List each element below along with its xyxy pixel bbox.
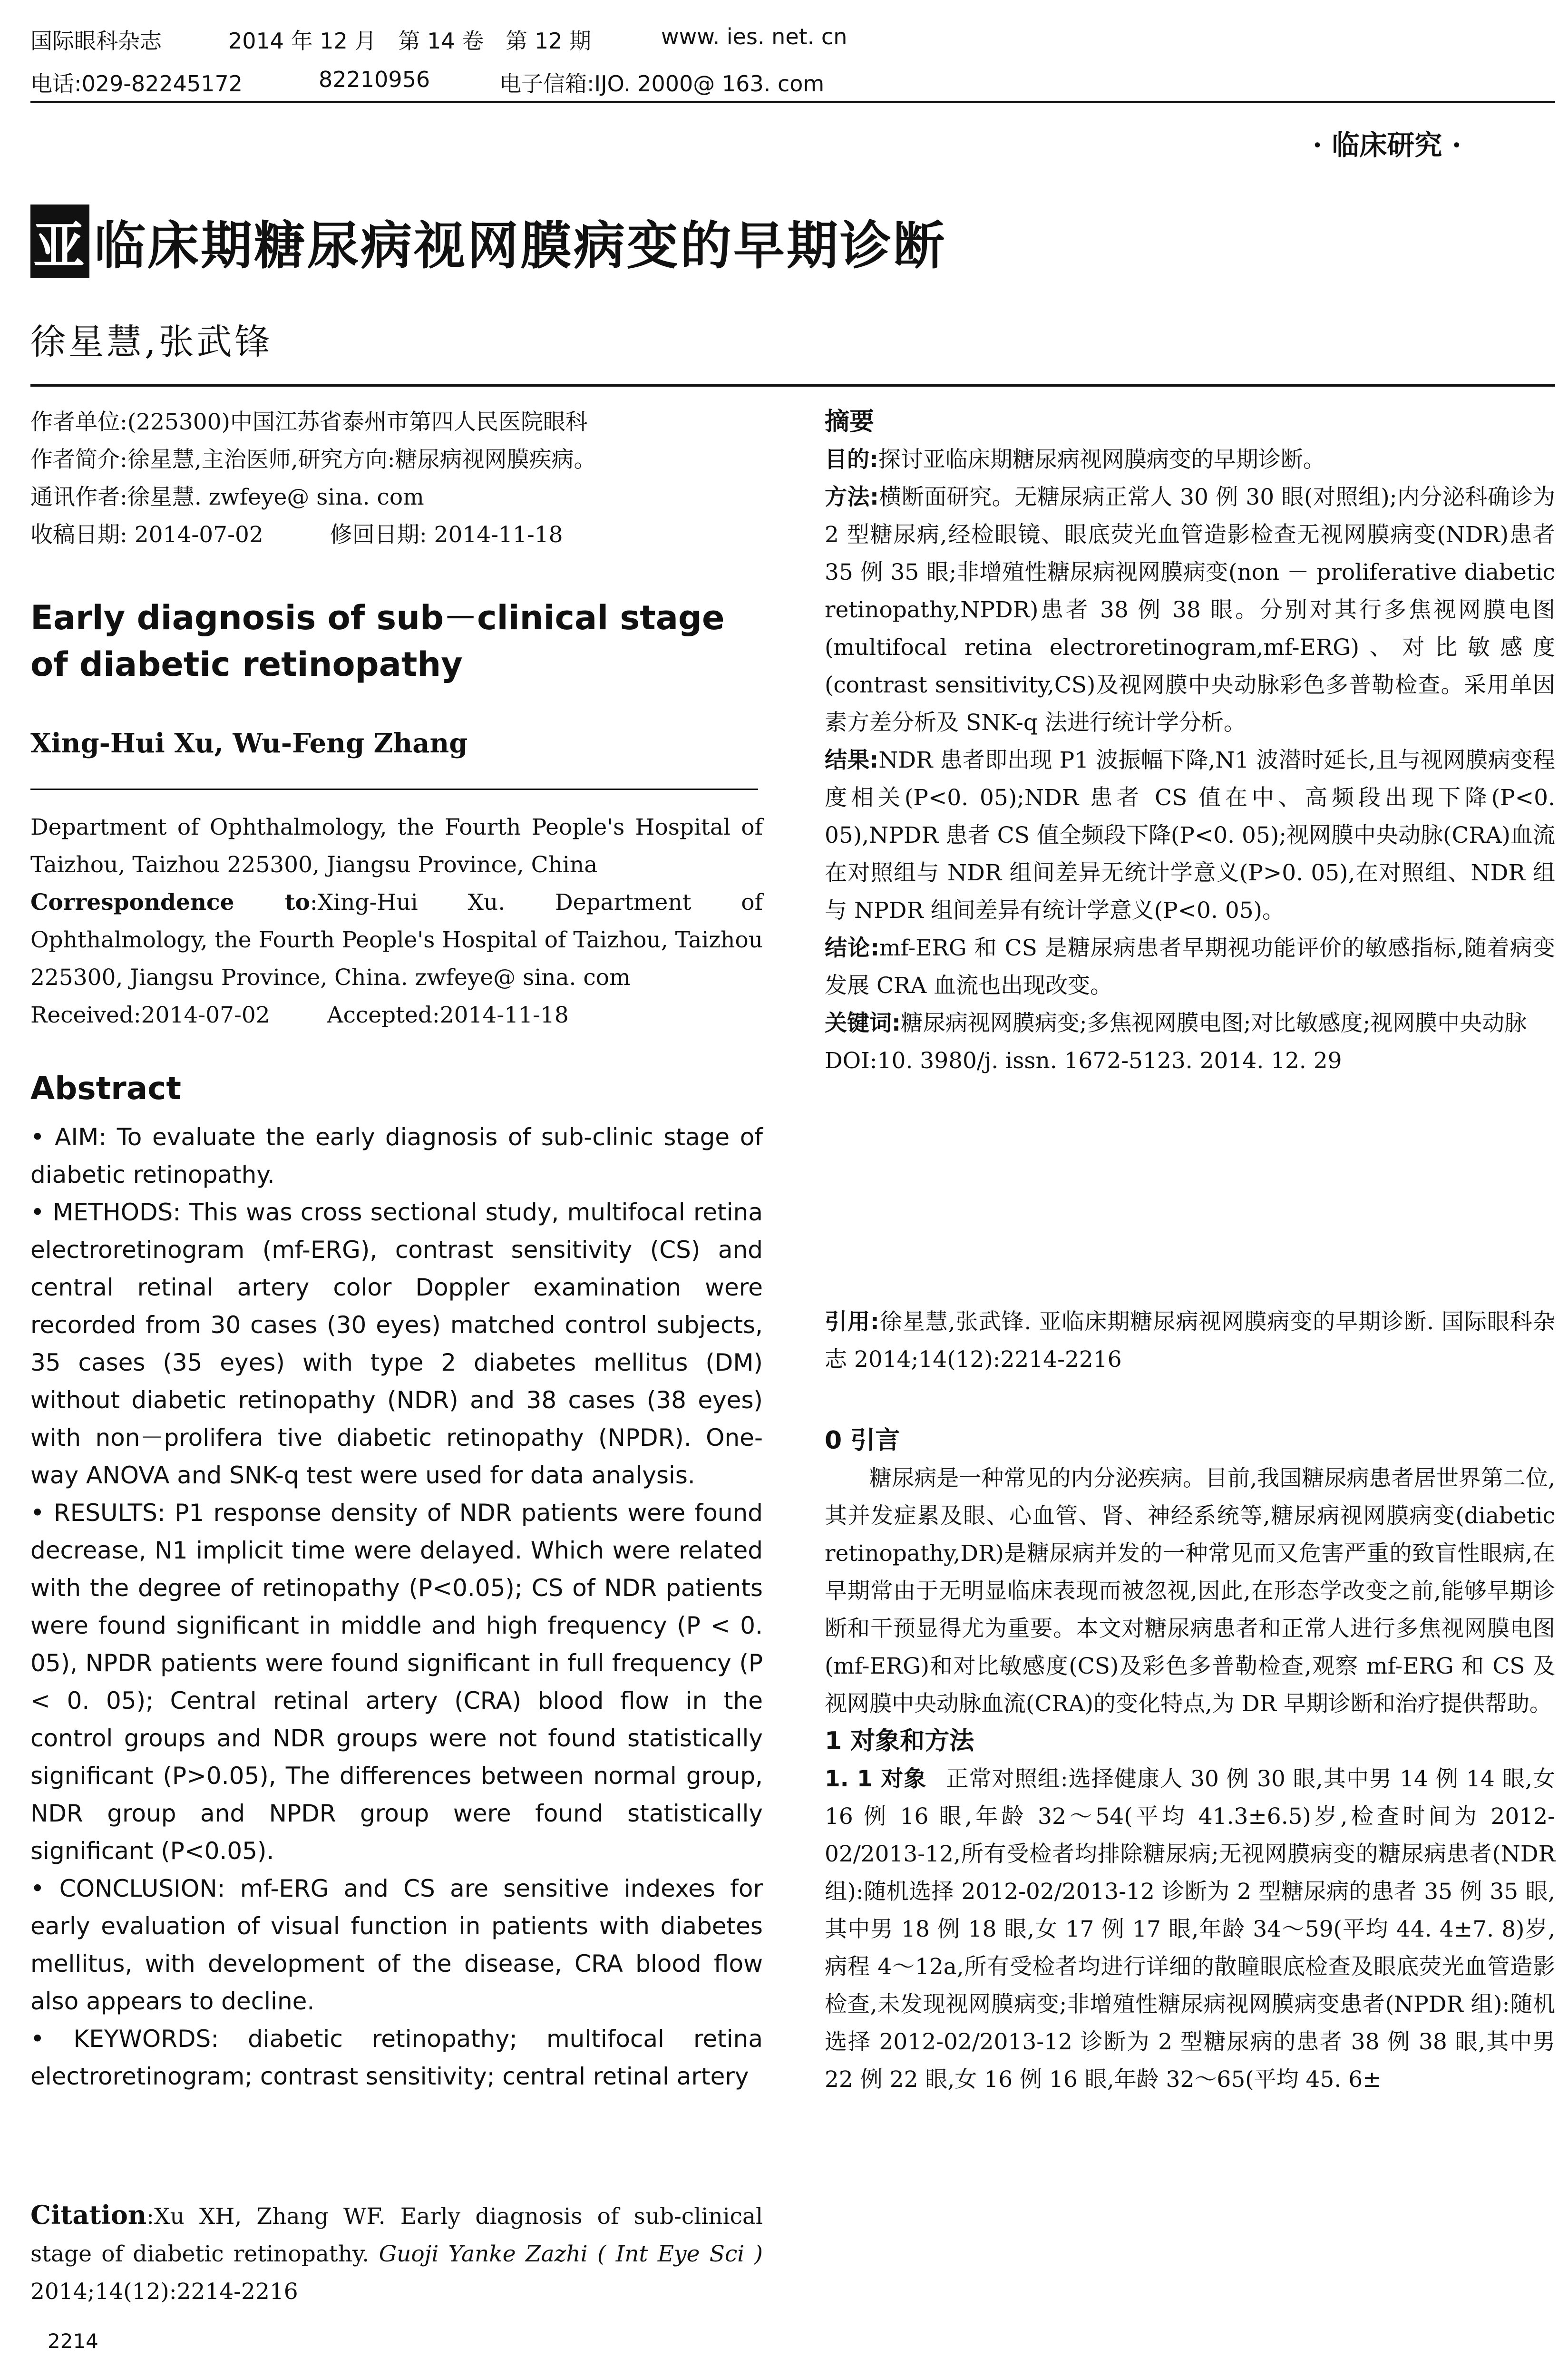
dates-cn	[30, 516, 763, 554]
abstract-cn-doi: DOI:10. 3980/j. issn. 1672-5123. 2014. 12. 29	[825, 1048, 1342, 1074]
citation-en-tail: 2014;14(12):2214-2216	[30, 2279, 298, 2305]
intro-paragraph: 糖尿病是一种常见的内分泌疾病。目前,我国糖尿病患者居世界第二位,其并发症累及眼、心血管、肾、神经系统等,糖尿病视网膜病变(diabetic retinopathy,DR)是糖尿病并发的一种常见而又危害严重的致盲性眼病,在早期常由于无明显临床表现而被忽视,因此,在形态学改变之前,能够早期诊断和干预显得尤为重要。本文对糖尿病患者和正常人进行多焦视网膜电图(mf-ERG)和对比敏感度(CS)及彩色多普勒检查,观察 mf-ERG 和 CS 及视网膜中央动脉血流(CRA)的变化特点,为 DR 早期诊断和治疗提供帮助。	[825, 1465, 1555, 1717]
section-1-1-label: 1. 1 对象	[825, 1766, 927, 1792]
abstract-cn-aim: 目的:探讨亚临床期糖尿病视网膜病变的早期诊断。	[825, 447, 1325, 473]
abstract-cn-keywords: 关键词:糖尿病视网膜病变;多焦视网膜电图;对比敏感度;视网膜中央动脉	[825, 1010, 1527, 1036]
title-mark: 亚	[30, 205, 89, 278]
corr-text: :Xing-Hui Xu. Department of Ophthalmology, the Fourth People's Hospital of Taizhou, Taizhou 225300, Jiangsu Province, China. zwfeye@ sina. com	[30, 889, 763, 991]
page-number: 2214	[48, 2329, 98, 2353]
header-phone: 电话:029-82245172	[30, 71, 243, 97]
affiliation-cn: 作者单位:(225300)中国江苏省泰州市第四人民医院眼科	[30, 409, 588, 435]
header-rule	[30, 101, 1555, 103]
received-cn: 收稿日期: 2014-07-02	[30, 522, 263, 548]
english-affiliation: Department of Ophthalmology, the Fourth People's Hospital of Taizhou, Taizhou 225300, Jiangsu Province, China	[30, 814, 763, 878]
abstract-cn-heading: 摘要	[825, 408, 875, 436]
intro-heading: 0 引言	[825, 1426, 900, 1455]
abstract-en-conclusion: • CONCLUSION: mf-ERG and CS are sensitive indexes for early evaluation of visual function in patients with diabetes mellitus, with development of the disease, CRA blood flow also appears to decline.	[30, 1875, 763, 2015]
citation-cn-label: 引用:	[825, 1309, 879, 1335]
abstract-en-methods: • METHODS: This was cross sectional study, multifocal retina electroretinogram (mf-ERG), contrast sensitivity (CS) and central retinal artery color Doppler examination were recorded from 30 cases (30 eyes) matched control subjects, 35 cases (35 eyes) with type 2 diabetes mellitus (DM) without diabetic retinopathy (NDR) and 38 cases (38 eyes) with non－prolifera tive diabetic retinopathy (NPDR). One-way ANOVA and SNK-q test were used for data analysis.	[30, 1198, 763, 1489]
author-bio-cn: 作者简介:徐星慧,主治医师,研究方向:糖尿病视网膜疾病。	[30, 447, 596, 473]
section-1-heading: 1 对象和方法	[825, 1727, 974, 1755]
header-email: 电子信箱:IJO. 2000@ 163. com	[499, 71, 825, 97]
corr-label: Correspondence to	[30, 889, 310, 916]
abstract-cn-methods: 方法:横断面研究。无糖尿病正常人 30 例 30 眼(对照组);内分泌科确诊为 2 型糖尿病,经检眼镜、眼底荧光血管造影检查无视网膜病变(NDR)患者 35 例 35 眼;非增殖性糖尿病视网膜病变(non － proliferative diabetic retinopathy,NPDR)患者 38 例 38 眼。分别对其行多焦视网膜电图(multifocal retina electroretinogram,mf-ERG)、对比敏感度(contrast sensitivity,CS)及视网膜中央动脉彩色多普勒检查。采用单因素方差分析及 SNK-q 法进行统计学分析。	[825, 484, 1555, 736]
abstract-en-keywords: • KEYWORDS: diabetic retinopathy; multifocal retina electroretinogram; contrast sensitivity; central retinal artery	[30, 2025, 763, 2090]
abstract-en-heading: Abstract	[30, 1070, 181, 1107]
english-title: Early diagnosis of sub－clinical stage of diabetic retinopathy	[30, 598, 725, 684]
revised-cn: 修回日期: 2014-11-18	[330, 522, 563, 548]
english-authors-rule	[30, 789, 758, 790]
header-phone-2: 82210956	[319, 67, 430, 92]
header-website: www. ies. net. cn	[661, 24, 847, 49]
info-cn	[30, 403, 763, 554]
english-correspondence	[30, 884, 763, 996]
title-rule	[30, 384, 1555, 387]
corresponding-cn: 通讯作者:徐星慧. zwfeye@ sina. com	[30, 484, 424, 510]
section-1-1-text: 正常对照组:选择健康人 30 例 30 眼,其中男 14 例 14 眼,女 16 例 16 眼,年龄 32～54(平均 41.3±6.5)岁,检查时间为 2012-02/2013-12,所有受检者均排除糖尿病;无视网膜病变的糖尿病患者(NDR 组):随机选择 2012-02/2013-12 诊断为 2 型糖尿病的患者 35 例 35 眼,其中男 18 例 18 眼,女 17 例 17 眼,年龄 34～59(平均 44. 4±7. 8)岁,病程 4～12a,所有受检者均进行详细的散瞳眼底检查及眼底荧光血管造影检查,未发现视网膜病变;非增殖性糖尿病视网膜病变患者(NPDR 组):随机选择 2012-02/2013-12 诊断为 2 型糖尿病的患者 38 例 38 眼,其中男 22 例 22 眼,女 16 例 16 眼,年龄 32～65(平均 45. 6±	[825, 1766, 1555, 2093]
abstract-en-results: • RESULTS: P1 response density of NDR patients were found decrease, N1 implicit time were delayed. Which were related with the degree of retinopathy (P<0.05); CS of NDR patients were found significant in middle and high frequency (P < 0. 05), NPDR patients were found significant in full frequency (P < 0. 05); Central retinal artery (CRA) blood flow in the control groups and NDR groups were not found statistically significant (P>0.05), The differences between normal group, NDR group and NPDR group were found statistically significant (P<0.05).	[30, 1499, 763, 1865]
english-accepted: Accepted:2014-11-18	[327, 1002, 569, 1028]
header-journal: 国际眼科杂志	[30, 28, 162, 54]
citation-cn-text: 徐星慧,张武锋. 亚临床期糖尿病视网膜病变的早期诊断. 国际眼科杂志 2014;14(12):2214-2216	[825, 1309, 1555, 1373]
abstract-en-aim: • AIM: To evaluate the early diagnosis of sub-clinic stage of diabetic retinopathy.	[30, 1123, 763, 1188]
english-authors: Xing-Hui Xu, Wu-Feng Zhang	[30, 728, 468, 759]
abstract-cn-results: 结果:NDR 患者即出现 P1 波振幅下降,N1 波潜时延长,且与视网膜病变程度相关(P<0. 05);NDR 患者 CS 值在中、高频段出现下降(P<0. 05),NPDR 患者 CS 值全频段下降(P<0. 05);视网膜中央动脉(CRA)血流在对照组与 NDR 组间差异无统计学意义(P>0. 05),在对照组、NDR 组与 NPDR 组间差异有统计学意义(P<0. 05)。	[825, 747, 1556, 924]
main-body	[825, 1422, 1555, 2098]
citation-cn	[825, 1303, 1555, 1378]
section-1-1	[825, 1760, 1555, 2098]
citation-en-journal: Guoji Yanke Zazhi ( Int Eye Sci )	[379, 2241, 763, 2267]
english-affiliation-block	[30, 809, 763, 1034]
english-received: Received:2014-07-02	[30, 1002, 270, 1028]
title-text: 临床期糖尿病视网膜病变的早期诊断	[94, 216, 947, 276]
citation-en-text: :Xu XH, Zhang WF. Early diagnosis of sub-clinical stage of diabetic retinopathy.	[30, 2203, 763, 2267]
citation-en-label: Citation	[30, 2200, 147, 2230]
english-dates	[30, 996, 763, 1034]
header-date-volume: 2014 年 12 月 第 14 卷 第 12 期	[228, 28, 592, 54]
article-title	[30, 205, 946, 278]
abstract-cn	[825, 403, 1555, 1080]
abstract-en	[30, 1119, 763, 2095]
authors-cn: 徐星慧,张武锋	[30, 321, 273, 362]
abstract-cn-conclusion: 结论:mf-ERG 和 CS 是糖尿病患者早期视功能评价的敏感指标,随着病变发展 CRA 血流也出现改变。	[825, 935, 1556, 999]
section-label: · 临床研究 ·	[1313, 129, 1461, 161]
citation-en	[30, 2196, 763, 2310]
